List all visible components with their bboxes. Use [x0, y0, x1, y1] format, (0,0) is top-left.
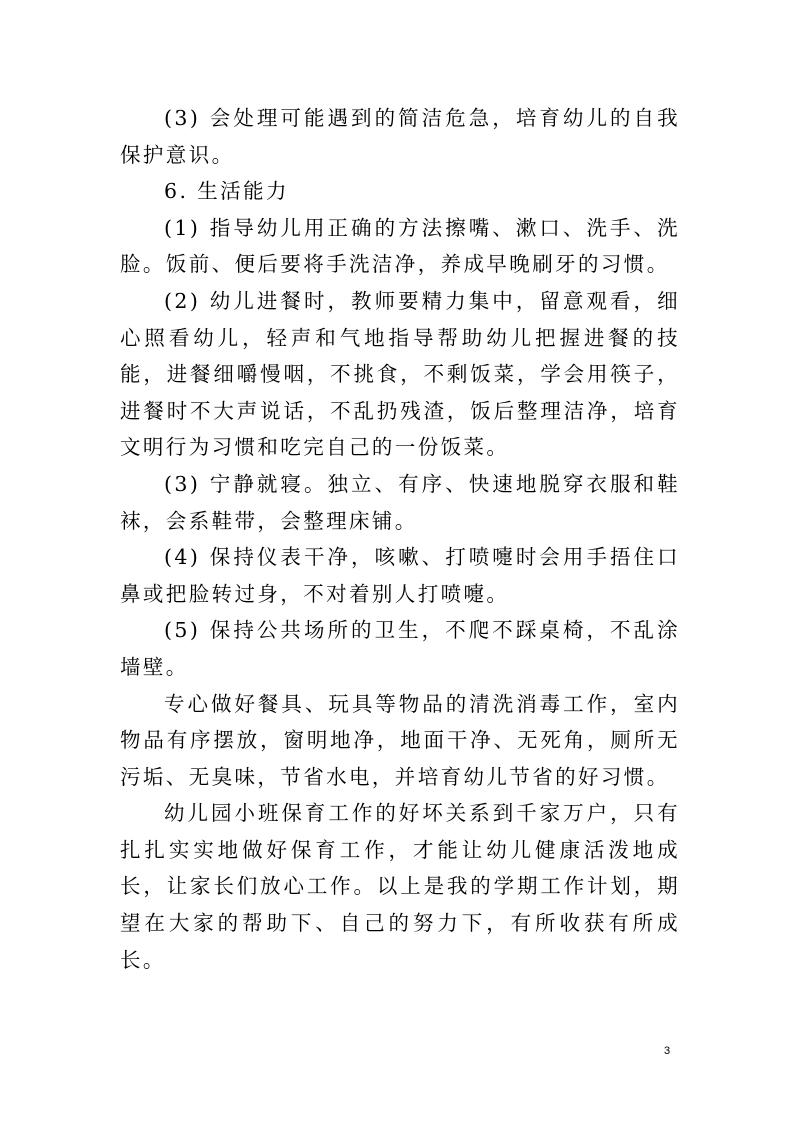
paragraph-item-5-public-hygiene: (5) 保持公共场所的卫生，不爬不踩桌椅，不乱涂墙壁。 — [120, 618, 680, 679]
document-body — [120, 100, 680, 978]
paragraph-conclusion: 幼儿园小班保育工作的好坏关系到千家万户，只有扎扎实实地做好保育工作，才能让幼儿健康活泼地成长，让家长们放心工作。以上是我的学期工作计划，期望在大家的帮助下、自己的努力下，有所收获有所成长。 — [120, 801, 680, 972]
paragraph-item-4-appearance: (4) 保持仪表干净，咳嗽、打喷嚏时会用手捂住口鼻或把脸转过身，不对着别人打喷嚏。 — [120, 545, 680, 606]
section-heading-life-skills: 6. 生活能力 — [164, 179, 289, 204]
page-number: 3 — [664, 1045, 671, 1057]
paragraph-item-1-hygiene: (1) 指导幼儿用正确的方法擦嘴、漱口、洗手、洗脸。饭前、便后要将手洗洁净，养成早晚刷牙的习惯。 — [120, 215, 680, 277]
paragraph-cleaning-work: 专心做好餐具、玩具等物品的清洗消毒工作，室内物品有序摆放，窗明地净，地面干净、无死角，厕所无污垢、无臭味，节省水电，并培育幼儿节省的好习惯。 — [120, 691, 680, 789]
paragraph-item-3-sleep: (3) 宁静就寝。独立、有序、快速地脱穿衣服和鞋袜，会系鞋带，会整理床铺。 — [120, 471, 680, 533]
paragraph-item-2-meals: (2) 幼儿进餐时，教师要精力集中，留意观看，细心照看幼儿，轻声和气地指导帮助幼儿把握进餐的技能，进餐细嚼慢咽，不挑食，不剩饭菜，学会用筷子，进餐时不大声说话，不乱扔残渣，饭后整理洁净，培育文明行为习惯和吃完自己的一份饭菜。 — [120, 288, 680, 460]
paragraph-item-3-self-protection: (3) 会处理可能遇到的简洁危急，培育幼儿的自我保护意识。 — [120, 106, 680, 167]
